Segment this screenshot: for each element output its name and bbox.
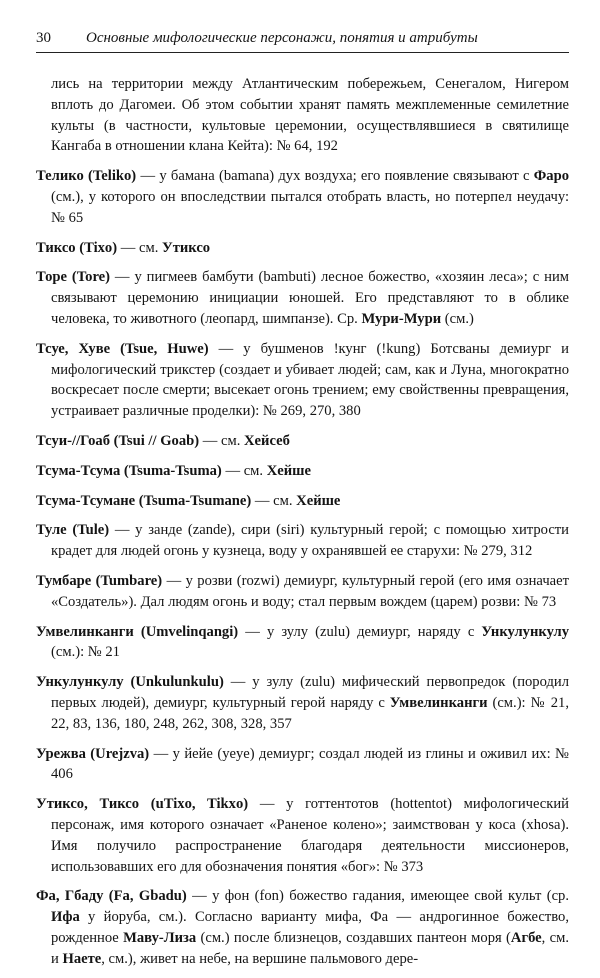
entry-term: Ункулункулу (Unkulunkulu) (36, 674, 224, 691)
cross-reference: Хейсеб (244, 432, 290, 449)
entry-term: Тсума-Тсума (Tsuma-Tsuma) (36, 462, 222, 479)
entry-term: Тсума-Тсумане (Tsuma-Tsumane) (36, 492, 252, 509)
cross-reference: Утиксо (162, 239, 211, 256)
entry-tikso: Тиксо (Tixo) — см. Утиксо (36, 239, 211, 256)
entry-teliko: Телико (Teliko) — у бамана (bamana) дух воздуха; его появление связывают с Фаро (см.), у которого он впоследствии пытался отобрать власть, но потерпел неудачу: № 65 (36, 168, 569, 226)
cross-reference: Наете (62, 950, 102, 967)
entry-continuation: лись на территории между Атлантическим побережьем, Сенегалом, Нигером вплоть до Дагомеи. Об этом событии хранят память межплеменные семилетние культы (в частности, культовые церемонии, осуществлявшиеся в святилище Кангаба в отношении клана Кейта): № 64, 192 (51, 76, 569, 155)
cross-reference: Хейше (296, 492, 341, 509)
entry-term: Тумбаре (Tumbare) (36, 572, 163, 589)
entry-utikso: Утиксо, Тиксо (uTixo, Tikxo) — у готтентотов (hottentot) мифологический персонаж, имя которого означает «Раненое колено»; заимствован у коса (xhosa). Имя получило распространение благодаря деятельности миссионеров, использовавших его для обозначения понятия «бог»: № 373 (36, 796, 569, 875)
entry-term: Телико (Teliko) (36, 168, 137, 185)
cross-reference: Агбе (510, 929, 542, 946)
cross-reference: Ифа (51, 909, 80, 926)
entry-term: Туле (Tule) (36, 522, 110, 539)
entry-unkulunkulu: Ункулункулу (Unkulunkulu) — у зулу (zulu) мифический первопредок (породил первых людей), демиург, культурный герой наряду с Умвелинканги (см.): № 21, 22, 83, 136, 180, 248, 262, 308, 328, 357 (36, 674, 569, 732)
entry-tore: Торе (Tore) — у пигмеев бамбути (bambuti) лесное божество, «хозяин леса»; с ним связывают церемонию инициации юношей. Его представляют то в облике человека, то животного (леопард, шимпанзе). Ср. Мури-Мури (см.) (36, 269, 569, 327)
entry-umvelinqangi: Умвелинканги (Umvelinqangi) — у зулу (zulu) демиург, наряду с Ункулункулу (см.): № 21 (36, 623, 569, 661)
cross-reference: Мури-Мури (361, 310, 442, 327)
entry-tsuma-tsumane: Тсума-Тсумане (Tsuma-Tsumane) — см. Хейше (36, 492, 341, 509)
entry-term: Торе (Tore) (36, 269, 110, 286)
entry-term: Тиксо (Tixo) (36, 239, 118, 256)
entry-tsuma-tsuma: Тсума-Тсума (Tsuma-Tsuma) — см. Хейше (36, 462, 311, 479)
entry-tule: Туле (Tule) — у занде (zande), сири (siri) культурный герой; с помощью хитрости крадет для людей огонь у кузнеца, воду у охранявшей ее старухи: № 279, 312 (36, 522, 569, 560)
entry-term: Фа, Гбаду (Fa, Gbadu) (36, 888, 187, 905)
cross-reference: Маву-Лиза (123, 929, 197, 946)
entry-term: Урежва (Urejzva) (36, 745, 150, 762)
dictionary-text (36, 74, 569, 978)
entry-urezhva: Урежва (Urejzva) — у йейе (yeye) демиург; создал людей из глины и оживил их: № 406 (36, 745, 569, 783)
cross-reference: Умвелинканги (389, 694, 488, 711)
cross-reference: Фаро (533, 168, 569, 185)
entry-term: Тсуе, Хуве (Tsue, Huwe) (36, 340, 209, 357)
entry-term: Утиксо, Тиксо (uTixo, Tikxo) (36, 796, 249, 813)
cross-reference: Хейше (266, 462, 311, 479)
entry-term: Тсуи-//Гоаб (Tsui // Goab) (36, 432, 200, 449)
entry-tsue: Тсуе, Хуве (Tsue, Huwe) — у бушменов !кунг (!kung) Ботсваны демиург и мифологический трикстер (создает и убивает людей; сам, как и Луна, многократно воскресает после смерти; высекает огонь трением; ему свойственны превращения, устраивает различные проделки): № 269, 270, 380 (36, 340, 569, 420)
cross-reference: Ункулункулу (481, 623, 569, 640)
page-header (36, 28, 569, 53)
entry-tsui-goab: Тсуи-//Гоаб (Tsui // Goab) — см. Хейсеб (36, 432, 290, 449)
entry-term: Умвелинканги (Umvelinqangi) (36, 623, 239, 640)
entry-tumbare: Тумбаре (Tumbare) — у розви (rozwi) демиург, культурный герой (его имя означает «Создатель»). Дал людям огонь и воду; стал первым вождем (царем) розви: № 73 (36, 572, 569, 610)
running-title: Основные мифологические персонажи, понятия и атрибуты (86, 30, 478, 46)
entry-fa-gbadu: Фа, Гбаду (Fa, Gbadu) — у фон (fon) божество гадания, имеющее свой культ (ср. Ифа у йоруба, см.). Согласно варианту мифа, Фа — андрогинное божество, рожденное Маву-Лиза (см.) после близнецов, создавших пантеон моря (Агбе, см. и Наете, см.), живет на небе, на вершине пальмового дере- (36, 888, 569, 967)
page-number: 30 (36, 30, 51, 46)
